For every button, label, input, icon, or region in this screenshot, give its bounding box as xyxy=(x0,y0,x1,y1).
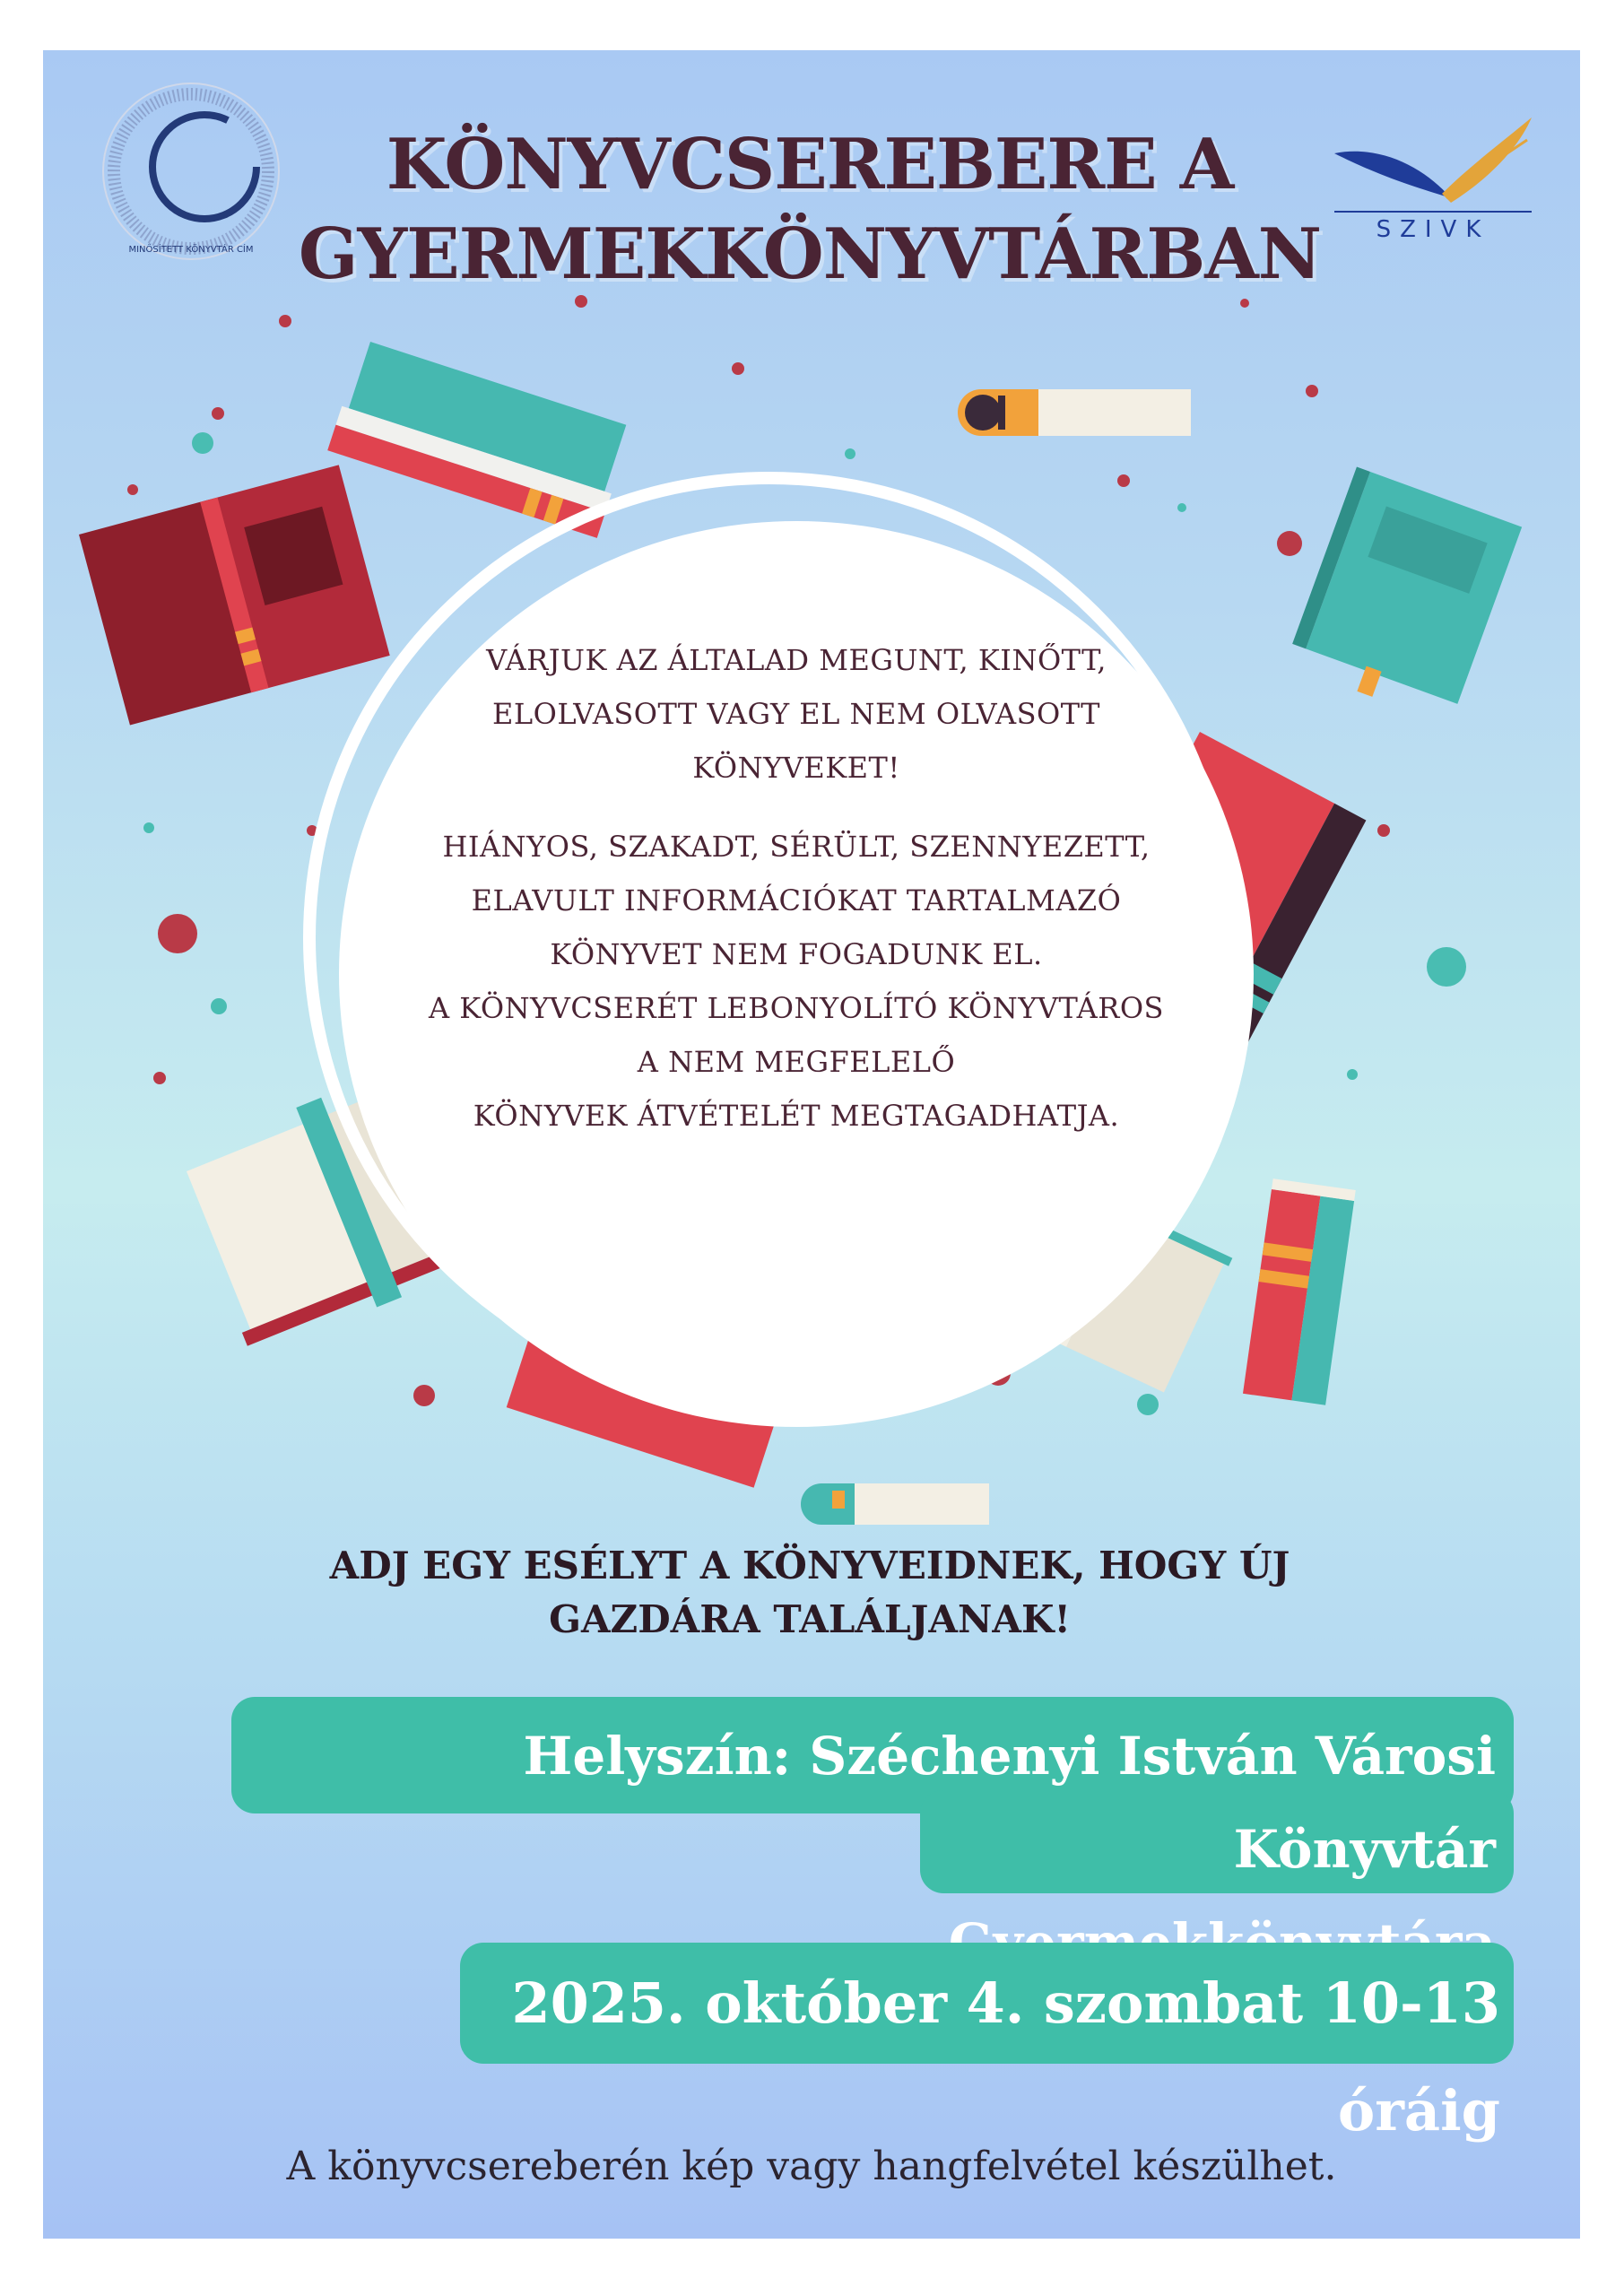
circle-message xyxy=(402,633,1191,1143)
message-line: KÖNYVET NEM FOGADUNK EL. xyxy=(550,937,1043,971)
message-line: ELAVULT INFORMÁCIÓKAT TARTALMAZÓ xyxy=(471,883,1122,918)
message-line: ELOLVASOTT VAGY EL NEM OLVASOTT xyxy=(491,697,1101,731)
page-title xyxy=(267,120,1352,300)
book-left-red xyxy=(79,465,390,725)
poster xyxy=(43,50,1580,2239)
message-line: KÖNYVEKET! xyxy=(692,751,900,785)
book-right-standing xyxy=(1243,1178,1356,1405)
svg-text:SZIVK: SZIVK xyxy=(1376,216,1490,243)
message-line: KÖNYVEK ÁTVÉTELÉT MEGTAGADHATJA. xyxy=(473,1099,1120,1133)
event-date: 2025. október 4. szombat 10-13 óráig xyxy=(511,1970,1500,2144)
message-line: A KÖNYVCSERÉT LEBONYOLÍTÓ KÖNYVTÁROS xyxy=(429,991,1164,1025)
svg-text:MINŐSÍTETT KÖNYVTÁR CÍM: MINŐSÍTETT KÖNYVTÁR CÍM xyxy=(128,245,254,255)
location-line-1: Helyszín: Széchenyi István Városi Könyvtár xyxy=(523,1726,1496,1880)
message-line: HIÁNYOS, SZAKADT, SÉRÜLT, SZENNYEZETT, xyxy=(442,830,1151,864)
slogan-line-2: GAZDÁRA TALÁLJANAK! xyxy=(549,1597,1071,1641)
city-library-circle-logo xyxy=(97,77,285,265)
message-line: VÁRJUK AZ ÁLTALAD MEGUNT, KINŐTT, xyxy=(486,643,1107,677)
title-line-2: GYERMEKKÖNYVTÁRBAN xyxy=(298,213,1322,295)
recording-notice: A könyvcsereberén kép vagy hangfelvétel készülhet. xyxy=(286,2144,1337,2189)
book-top-spine xyxy=(958,389,1191,436)
title-line-1: KÖNYVCSEREBERE A xyxy=(386,124,1234,205)
message-line: A NEM MEGFELELŐ xyxy=(637,1045,956,1079)
szivk-bird-logo xyxy=(1325,113,1541,248)
book-right-teal xyxy=(1285,467,1523,726)
slogan xyxy=(312,1539,1307,1647)
slogan-line-1: ADJ EGY ESÉLYT A KÖNYVEIDNEK, HOGY ÚJ xyxy=(329,1544,1290,1587)
book-bottom-center xyxy=(801,1483,989,1525)
